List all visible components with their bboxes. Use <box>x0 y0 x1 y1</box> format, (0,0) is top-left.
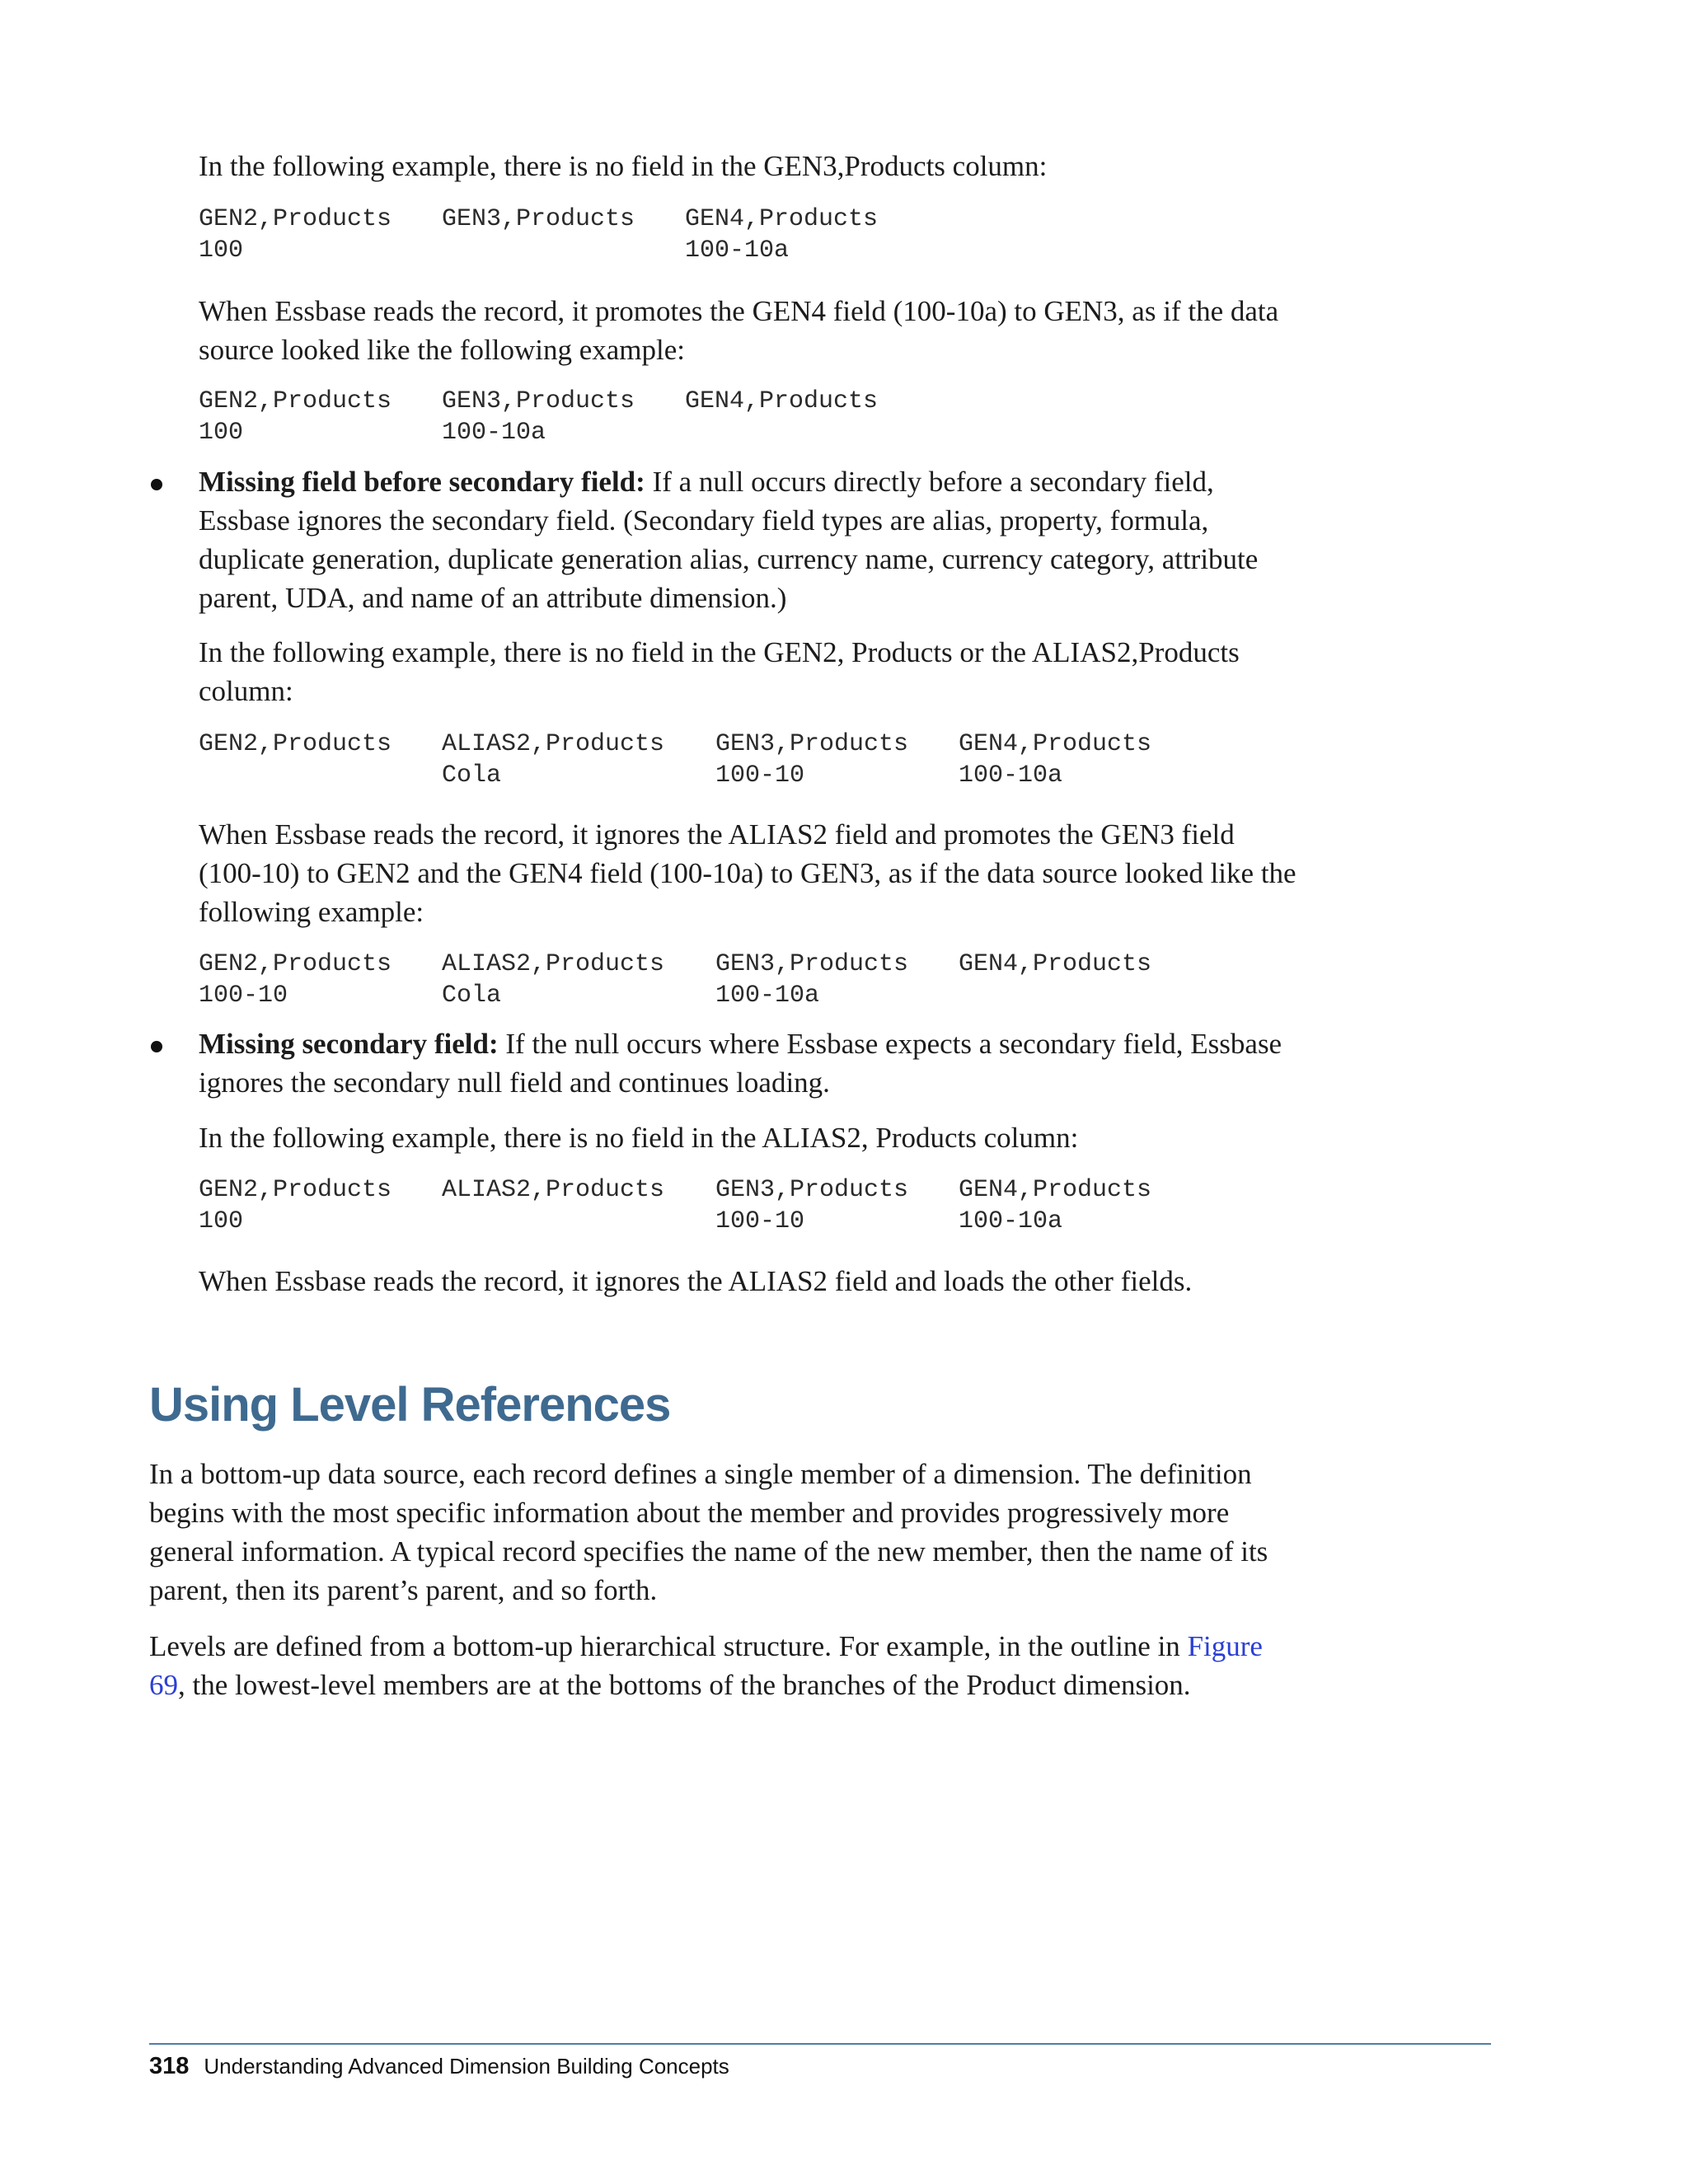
code-cell: GEN2,Products <box>199 730 392 758</box>
page-number: 318 <box>149 2053 190 2079</box>
code-header-row <box>199 386 879 417</box>
code-example-4 <box>199 949 1152 1011</box>
code-data-row <box>199 235 790 266</box>
code-cell: 100-10a <box>442 419 546 447</box>
code-cell: GEN2,Products <box>199 950 392 978</box>
code-cell: 100 <box>199 419 244 447</box>
body-paragraph: In a bottom-up data source, each record defines a single member of a dimension. The definition begins with the most specific information about the member and provides progressively more general information. A typical record specifies the name of the new member, then the name of its parent, then its parent’s parent, and so forth. <box>149 1458 1268 1606</box>
body-paragraph <box>149 1627 1303 1704</box>
bullet-text: If a null occurs directly before a secondary field, Essbase ignores the secondary field. (Secondary field types are alias, property, formula, duplicate generation, duplicate generation alias, currency name, currency category, attribute parent, UDA, and name of an attribute dimension.) <box>199 466 1259 614</box>
code-example-1 <box>199 204 879 266</box>
footer-divider <box>149 2043 1491 2045</box>
code-cell: GEN4,Products <box>685 387 879 415</box>
paragraph-text: , the lowest-level members are at the bottoms of the branches of the Product dimension. <box>178 1669 1191 1701</box>
code-example-2 <box>199 386 879 448</box>
code-cell: 100 <box>199 1207 244 1235</box>
bullet-text: If the null occurs where Essbase expects a secondary field, Essbase ignores the secondary null field and continues loading. <box>199 1028 1282 1099</box>
code-cell: GEN3,Products <box>715 950 909 978</box>
section-heading: Using Level References <box>149 1378 671 1432</box>
code-header-row <box>199 949 1152 980</box>
bullet-icon <box>151 479 162 490</box>
code-data-row <box>199 760 1063 791</box>
code-cell: GEN2,Products <box>199 387 392 415</box>
bullet-paragraph <box>199 462 1303 617</box>
code-cell: 100-10a <box>959 1207 1063 1235</box>
chapter-title: Understanding Advanced Dimension Building Concepts <box>204 2054 729 2079</box>
code-data-row <box>199 980 820 1011</box>
bullet-lead: Missing secondary field: <box>199 1028 499 1060</box>
intro-paragraph: In the following example, there is no field in the ALIAS2, Products column: <box>199 1122 1079 1154</box>
code-cell: 100-10a <box>959 762 1063 790</box>
paragraph-text: Levels are defined from a bottom-up hierarchical structure. For example, in the outline in <box>149 1630 1188 1662</box>
code-header-row <box>199 1174 1152 1206</box>
code-cell: GEN4,Products <box>959 1176 1152 1204</box>
code-cell: 100 <box>199 237 244 265</box>
figure-link[interactable]: Figure 69 <box>149 1630 1263 1701</box>
code-cell: GEN2,Products <box>199 1176 392 1204</box>
code-cell: ALIAS2,Products <box>442 1176 665 1204</box>
code-cell: GEN2,Products <box>199 205 392 233</box>
explain-paragraph: When Essbase reads the record, it promotes the GEN4 field (100-10a) to GEN3, as if the data source looked like the following example: <box>199 295 1279 366</box>
bullet-paragraph <box>199 1024 1303 1102</box>
explain-paragraph: When Essbase reads the record, it ignores the ALIAS2 field and loads the other fields. <box>199 1265 1193 1297</box>
code-cell: 100-10 <box>715 1207 805 1235</box>
code-example-3 <box>199 729 1152 791</box>
code-cell: GEN3,Products <box>715 730 909 758</box>
code-cell: GEN3,Products <box>715 1176 909 1204</box>
code-cell: GEN4,Products <box>685 205 879 233</box>
code-cell: ALIAS2,Products <box>442 730 665 758</box>
code-cell: GEN3,Products <box>442 205 635 233</box>
explain-paragraph: When Essbase reads the record, it ignores the ALIAS2 field and promotes the GEN3 field (100-10) to GEN2 and the GEN4 field (100-10a) to GEN3, as if the data source looked like the following example: <box>199 818 1296 928</box>
code-cell: 100-10 <box>199 982 288 1010</box>
code-cell: 100-10a <box>715 982 820 1010</box>
intro-paragraph: In the following example, there is no field in the GEN3,Products column: <box>199 150 1048 182</box>
intro-paragraph: In the following example, there is no field in the GEN2, Products or the ALIAS2,Products column: <box>199 636 1240 707</box>
code-cell: 100-10a <box>685 237 790 265</box>
code-cell: ALIAS2,Products <box>442 950 665 978</box>
bullet-icon <box>151 1041 162 1052</box>
code-cell: Cola <box>442 982 502 1010</box>
code-example-5 <box>199 1174 1152 1237</box>
code-cell: GEN4,Products <box>959 730 1152 758</box>
code-cell: Cola <box>442 762 502 790</box>
bullet-lead: Missing field before secondary field: <box>199 466 645 498</box>
code-header-row <box>199 204 879 235</box>
code-cell: 100-10 <box>715 762 805 790</box>
page-footer <box>149 2052 729 2080</box>
code-data-row <box>199 417 546 448</box>
code-cell: GEN4,Products <box>959 950 1152 978</box>
code-header-row <box>199 729 1152 760</box>
code-data-row <box>199 1206 1063 1237</box>
code-cell: GEN3,Products <box>442 387 635 415</box>
